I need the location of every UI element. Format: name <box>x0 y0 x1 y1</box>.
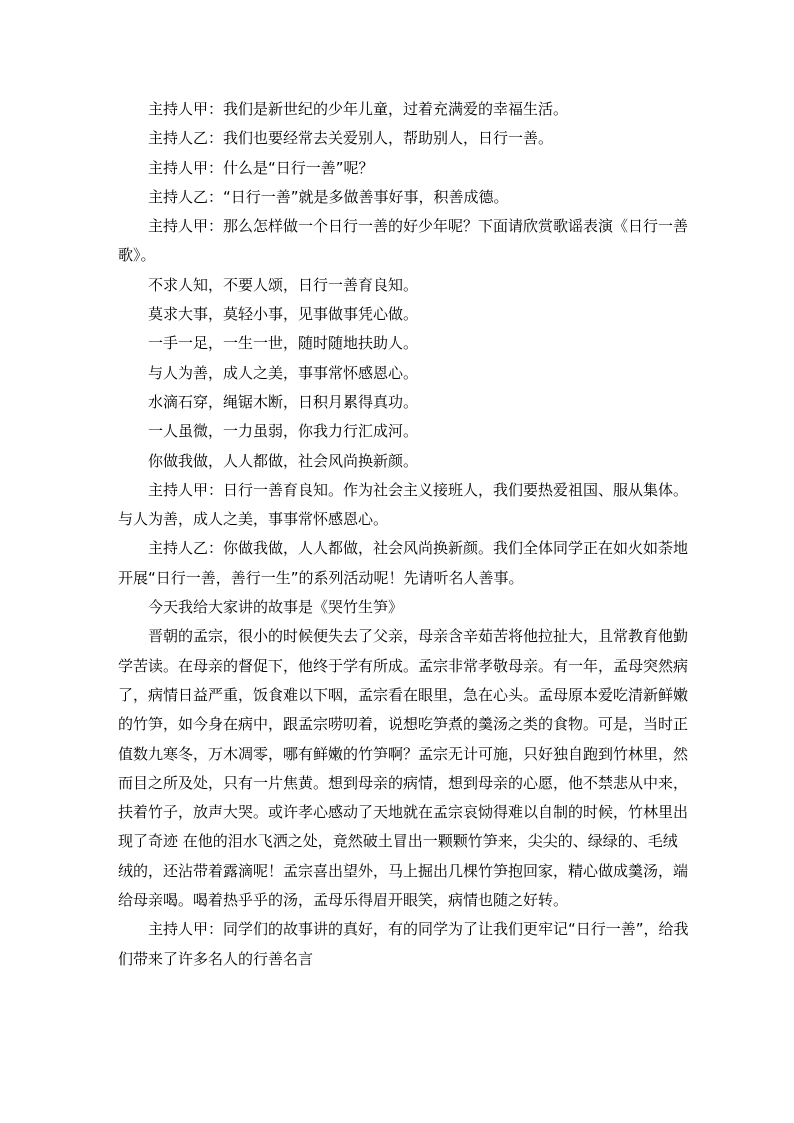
paragraph: 主持人乙：我们也要经常去关爱别人，帮助别人，日行一善。 <box>148 129 554 148</box>
paragraph: 主持人乙：“日行一善”就是多做善事好事，积善成德。 <box>148 187 509 206</box>
song-line: 你做我做，人人都做，社会风尚换新颜。 <box>148 451 419 470</box>
song-line: 一手一足，一生一世，随时随地扶助人。 <box>148 334 419 353</box>
paragraph: 主持人甲：同学们的故事讲的真好，有的同学为了让我们更牢记“日行一善”，给我们带来了许多名人的行善名言 <box>118 920 689 968</box>
song-line: 莫求大事，莫轻小事，见事做事凭心做。 <box>148 305 419 324</box>
song-line: 不求人知，不要人颂，日行一善育良知。 <box>148 275 419 294</box>
story-title: 今天我给大家讲的故事是《哭竹生笋》 <box>148 598 404 617</box>
paragraph: 主持人甲：什么是“日行一善”呢？ <box>148 158 374 177</box>
paragraph: 主持人乙：你做我做，人人都做，社会风尚换新颜。我们全体同学正在如火如荼地开展“日行一善，善行一生”的系列活动呢！先请听名人善事。 <box>118 539 689 587</box>
paragraph: 主持人甲：日行一善育良知。作为社会主义接班人，我们要热爱祖国、服从集体。与人为善，成人之美，事事常怀感恩心。 <box>118 480 689 529</box>
paragraph: 主持人甲：我们是新世纪的少年儿童，过着充满爱的幸福生活。 <box>148 100 569 118</box>
song-line: 一人虽微，一力虽弱，你我力行汇成河。 <box>148 422 419 441</box>
paragraph: 主持人甲：那么怎样做一个日行一善的好少年呢？下面请欣赏歌谣表演《日行一善歌》。 <box>118 217 689 265</box>
song-line: 与人为善，成人之美，事事常怀感恩心。 <box>148 363 419 382</box>
story-paragraph: 晋朝的孟宗，很小的时候便失去了父亲，母亲含辛茹苦将他拉扯大，且常教育他勤学苦读。在母亲的督促下，他终于学有所成。孟宗非常孝敬母亲。有一年，孟母突然病了，病情日益严重，饭食难以下咽，孟宗看在眼里，急在心头。孟母原本爱吃清新鲜嫩的竹笋，如今身在病中，跟孟宗唠叨着，说想吃笋煮的羹汤之类的食物。可是，当时正值数九寒冬，万木凋零，哪有鲜嫩的竹笋啊？孟宗无计可施，只好独自跑到竹林里，然而目之所及处，只有一片焦黄。想到母亲的病情，想到母亲的心愿，他不禁悲从中来，扶着竹子，放声大哭。或许孝心感动了天地就在孟宗哀恸得难以自制的时候，竹林里出现了奇迹 在他的泪水飞洒之处，竟然破土冒出一颗颗竹笋来，尖尖的、绿绿的、毛绒绒的，还沾带着露滴呢！孟宗喜出望外，马上掘出几棵竹笋抱回家，精心做成羹汤，端给母亲喝。喝着热乎乎的汤，孟母乐得眉开眼笑，病情也随之好转。 <box>118 627 689 910</box>
song-line: 水滴石穿，绳锯木断，日积月累得真功。 <box>148 392 419 411</box>
document-body <box>118 95 692 974</box>
